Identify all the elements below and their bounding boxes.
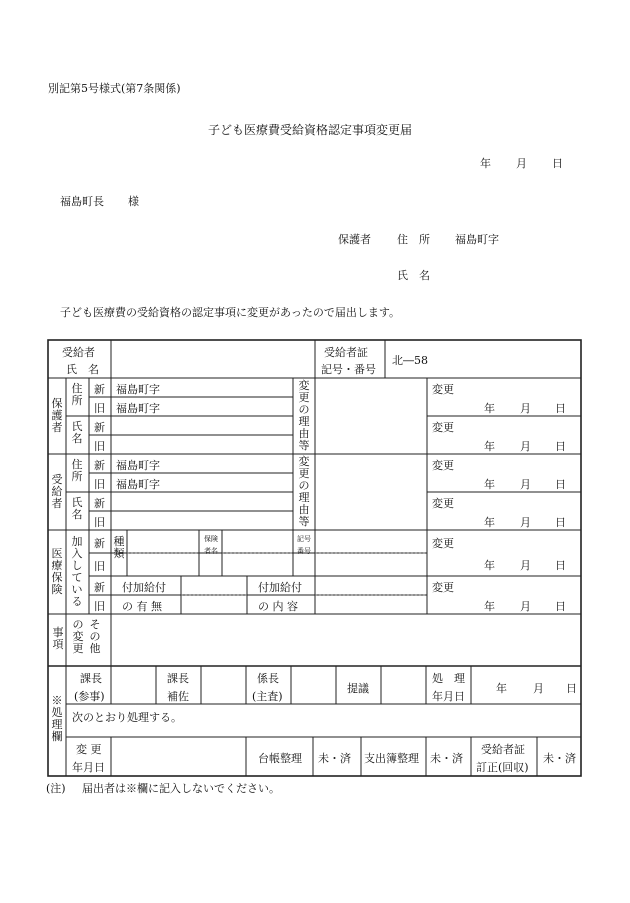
recipient-address-old: 旧: [94, 478, 105, 491]
recipient-address-label: 住所: [71, 458, 83, 483]
ledger-label: 台帳整理: [258, 752, 302, 765]
kakari-label: 係長: [257, 672, 279, 685]
insurance-new: 新: [94, 537, 105, 550]
supplement-presence-label-2: の 有 無: [122, 600, 162, 613]
recipient-change-label-2: 変更: [432, 497, 454, 510]
recipient-address-new: 新: [94, 459, 105, 472]
recipient-change-month-1: 月: [520, 478, 531, 491]
recipient-change-label-1: 変更: [432, 459, 454, 472]
address-value: 福島町字: [455, 233, 499, 246]
address-label: 住 所: [397, 233, 430, 246]
recipient-reason-label: 変更の理由等: [298, 455, 310, 528]
payment-book-label: 支出簿整理: [364, 752, 419, 765]
other-label-2: の変更: [72, 618, 84, 655]
recipient-change-year-1: 年: [484, 478, 495, 491]
insurance-change-day: 日: [555, 559, 566, 572]
hosa-label-1: 課長: [167, 672, 189, 685]
process-year: 年: [496, 682, 507, 695]
process-note: 次のとおり処理する。: [72, 711, 182, 724]
enrolled-label: 加入している: [71, 535, 83, 608]
guardian-address-new: 新: [94, 383, 105, 396]
kind-label: 種類: [113, 535, 125, 560]
guardian-change-label-1: 変更: [432, 383, 454, 396]
insurance-label: 医療保険: [51, 547, 63, 596]
guardian-block-label: 保護者: [51, 397, 63, 434]
recipient-change-day-2: 日: [555, 516, 566, 529]
guardian-name-label: 氏名: [71, 420, 83, 445]
kacho-sub-label: (参事): [74, 690, 105, 703]
cert-fix-label-2: 訂正(回収): [476, 761, 529, 774]
change-date-label-2: 年月日: [72, 761, 105, 774]
insurer-name-label: 保険者名: [204, 535, 218, 555]
recipient-change-day-1: 日: [555, 478, 566, 491]
insurance-change-label: 変更: [432, 537, 454, 550]
date-day-label: 日: [552, 157, 563, 170]
processing-mark: ※処理欄: [51, 694, 63, 743]
recipient-name-old: 旧: [94, 516, 105, 529]
process-date-label-2: 年月日: [432, 690, 465, 703]
guardian-address-label: 住所: [71, 382, 83, 407]
payment-book-status: 未・済: [430, 752, 463, 765]
guardian-change-label-2: 変更: [432, 421, 454, 434]
cert-number-value: 北―58: [392, 354, 428, 367]
process-date-label-1: 処 理: [432, 672, 465, 685]
guardian-change-month-1: 月: [520, 402, 531, 415]
date-month-label: 月: [516, 157, 527, 170]
footnote-mark: (注): [46, 782, 66, 795]
cert-fix-status: 未・済: [543, 752, 576, 765]
form-title: 子ども医療費受給資格認定事項変更届: [208, 123, 413, 137]
supplement-change-year: 年: [484, 600, 495, 613]
cert-fix-label-1: 受給者証: [481, 743, 525, 756]
recipient-block-label: 受給者: [51, 473, 63, 510]
recipient-address-new-value: 福島町字: [116, 459, 160, 472]
teigi-label: 提議: [347, 682, 369, 695]
guardian-address-old-value: 福島町字: [116, 402, 160, 415]
supplement-change-label: 変更: [432, 581, 454, 594]
guardian-change-year-1: 年: [484, 402, 495, 415]
cert-number-label: 記号・番号: [321, 363, 376, 376]
supplement-new: 新: [94, 581, 105, 594]
guardian-change-month-2: 月: [520, 440, 531, 453]
other-label-1: その他: [89, 618, 101, 655]
kakari-sub-label: (主査): [252, 690, 283, 703]
guardian-name-old: 旧: [94, 440, 105, 453]
form-number: 別記第5号様式(第7条関係): [48, 82, 181, 95]
statement: 子ども医療費の受給資格の認定事項に変更があったので届出します。: [60, 306, 401, 319]
guardian-change-day-1: 日: [555, 402, 566, 415]
name-label: 氏 名: [397, 269, 430, 282]
process-month: 月: [533, 682, 544, 695]
footnote-text: 届出者は※欄に記入しないでください。: [82, 782, 280, 795]
date-year-label: 年: [480, 157, 491, 170]
recipient-change-year-2: 年: [484, 516, 495, 529]
supplement-content-label-2: の 内 容: [258, 600, 298, 613]
hosa-label-2: 補佐: [167, 690, 189, 703]
process-day: 日: [566, 682, 577, 695]
recipient-change-month-2: 月: [520, 516, 531, 529]
symbol-number-label: 記号番号: [297, 535, 311, 555]
guardian-address-old: 旧: [94, 402, 105, 415]
insurance-change-year: 年: [484, 559, 495, 572]
guardian-change-year-2: 年: [484, 440, 495, 453]
supplement-old: 旧: [94, 600, 105, 613]
guardian-label: 保護者: [338, 233, 371, 246]
insurance-change-month: 月: [520, 559, 531, 572]
guardian-reason-label: 変更の理由等: [298, 379, 310, 452]
guardian-name-new: 新: [94, 421, 105, 434]
recipient-name-label: 氏 名: [66, 363, 99, 376]
addressee-honorific: 様: [128, 195, 139, 208]
recipient-name-new: 新: [94, 497, 105, 510]
change-date-label-1: 変 更: [76, 743, 102, 756]
recipient-name-label-2: 氏名: [71, 496, 83, 521]
insurance-old: 旧: [94, 560, 105, 573]
guardian-address-new-value: 福島町字: [116, 383, 160, 396]
guardian-change-day-2: 日: [555, 440, 566, 453]
ledger-status: 未・済: [318, 752, 351, 765]
cert-label: 受給者証: [324, 346, 368, 359]
supplement-presence-label-1: 付加給付: [122, 581, 166, 594]
kacho-label: 課長: [80, 672, 102, 685]
addressee: 福島町長: [60, 195, 104, 208]
other-label-3: 事項: [52, 626, 64, 651]
recipient-label: 受給者: [62, 346, 95, 359]
supplement-change-month: 月: [520, 600, 531, 613]
recipient-address-old-value: 福島町字: [116, 478, 160, 491]
supplement-change-day: 日: [555, 600, 566, 613]
supplement-content-label-1: 付加給付: [258, 581, 302, 594]
